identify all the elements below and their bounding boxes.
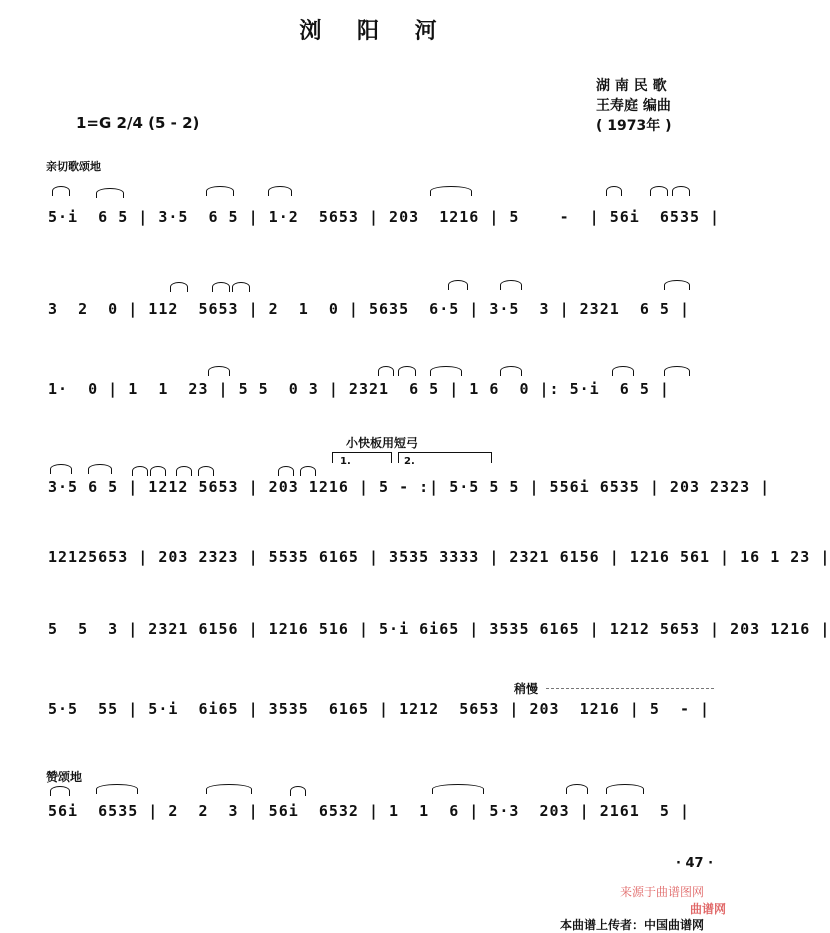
year: ( 1973年 ) (596, 118, 672, 134)
slur (88, 464, 112, 474)
slur (430, 366, 462, 376)
page-title: 浏 阳 河 (299, 19, 451, 44)
watermark-logo: 曲谱网 (690, 902, 727, 916)
notation-row-6: 5 5 3 | 2321 6156 | 1216 516 | 5·i 6i65 | 3535 6165 | 1212 5653 | 203 1216 | (48, 620, 830, 638)
slur (150, 466, 166, 476)
slur (206, 186, 234, 196)
notation-row-3: 1· 0 | 1 1 23 | 5 5 0 3 | 2321 6 5 | 1 6 0 |: 5·i 6 5 | (48, 380, 670, 398)
slur (448, 280, 468, 290)
notation-row-7: 5·5 55 | 5·i 6i65 | 3535 6165 | 1212 5653 | 203 1216 | 5 - | (48, 700, 711, 718)
slur (96, 784, 138, 794)
page-number: · 47 · (676, 856, 714, 871)
volta-bracket-1 (332, 452, 392, 463)
slur (290, 786, 306, 796)
slur (208, 366, 230, 376)
slur (500, 366, 522, 376)
marking-slow: 稍慢 (514, 682, 539, 696)
marking-fast: 小快板用短弓 (346, 436, 419, 450)
notation-row-8: 56i 6535 | 2 2 3 | 56i 6532 | 1 1 6 | 5·3 203 | 2161 5 | (48, 802, 690, 820)
slur (232, 282, 250, 292)
slur (672, 186, 690, 196)
arranger: 王寿庭 编曲 (596, 98, 671, 114)
slur (432, 784, 484, 794)
slur (96, 188, 124, 198)
slur (664, 366, 690, 376)
origin: 湖 南 民 歌 (596, 78, 667, 94)
credits (596, 76, 672, 136)
slur (50, 786, 70, 796)
notation-row-4: 3·5 6 5 | 1212 5653 | 203 1216 | 5 - :| 5·5 5 5 | 556i 6535 | 203 2323 | (48, 478, 771, 496)
notation-row-2: 3 2 0 | 112 5653 | 2 1 0 | 5635 6·5 | 3·5 3 | 2321 6 5 | (48, 300, 690, 318)
slur (430, 186, 472, 196)
slur (170, 282, 188, 292)
ending-1: 1. (340, 456, 351, 467)
notation-row-5: 12125653 | 203 2323 | 5535 6165 | 3535 3333 | 2321 6156 | 1216 561 | 16 1 23 | (48, 548, 830, 566)
slur (212, 282, 230, 292)
slur (300, 466, 316, 476)
ending-2: 2. (404, 456, 415, 467)
slur (650, 186, 668, 196)
slur (198, 466, 214, 476)
notation-row-1: 5·i 6 5 | 3·5 6 5 | 1·2 5653 | 203 1216 | 5 - | 56i 6535 | (48, 208, 721, 226)
slow-dashed-line (546, 688, 714, 689)
marking-praise: 赞颂地 (46, 770, 83, 784)
slur (52, 186, 70, 196)
slur (278, 466, 294, 476)
volta-bracket-2 (398, 452, 492, 463)
slur (206, 784, 252, 794)
slur (268, 186, 292, 196)
slur (664, 280, 690, 290)
slur (566, 784, 588, 794)
slur (176, 466, 192, 476)
slur (606, 186, 622, 196)
footer-uploader: 本曲谱上传者：中国曲谱网 (560, 918, 705, 932)
slur (606, 784, 644, 794)
slur (500, 280, 522, 290)
marking-start: 亲切歌颂地 (46, 160, 101, 173)
slur (50, 464, 72, 474)
slur (378, 366, 394, 376)
slur (132, 466, 148, 476)
key-signature: 1=G 2/4 (5 - 2) (76, 114, 200, 132)
watermark: 来源于曲谱图网 (620, 885, 705, 899)
slur (612, 366, 634, 376)
slur (398, 366, 416, 376)
